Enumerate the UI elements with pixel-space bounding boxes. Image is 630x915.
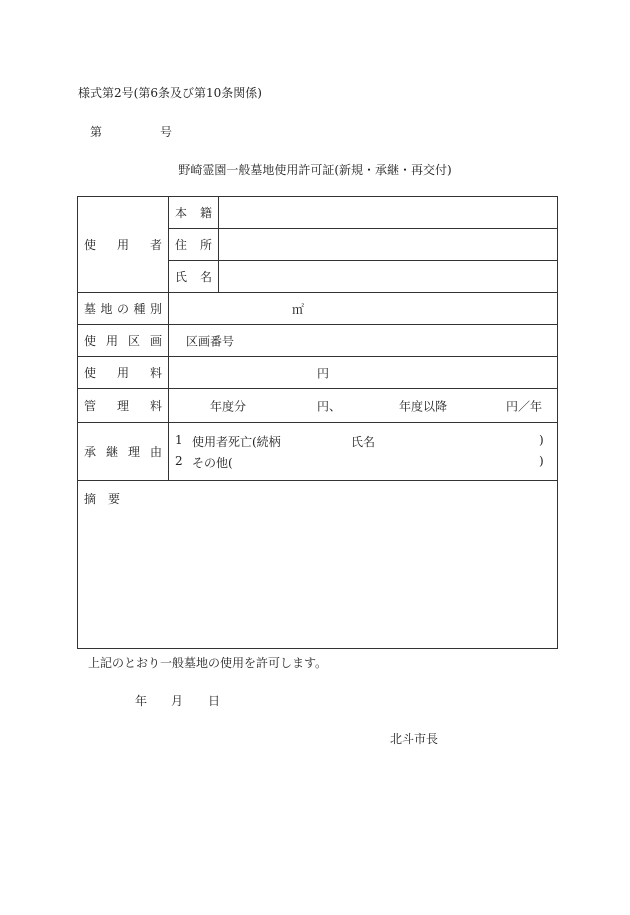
reason-2-close-paren: ) (539, 453, 544, 468)
plot-section-row (78, 325, 558, 357)
succession-label-cell (78, 423, 169, 481)
plot-type-row (78, 293, 558, 325)
document-title: 野崎霊園一般墓地使用許可証(新規・承継・再交付) (178, 163, 452, 177)
management-fee-label-cell (78, 389, 169, 423)
yen-per-year-label: 円／年 (506, 399, 543, 413)
reason-2-text: その他( (192, 455, 233, 470)
domicile-label: 本 籍 (175, 206, 212, 220)
date-month-label: 月 (171, 694, 184, 708)
management-fee-field[interactable] (169, 389, 558, 423)
remarks-field[interactable] (78, 481, 558, 649)
plot-type-field[interactable] (169, 293, 558, 325)
yen-unit: 円 (317, 366, 330, 380)
usage-fee-field[interactable] (169, 357, 558, 389)
succession-field[interactable] (169, 423, 558, 481)
reason-1-number: 1 (175, 432, 183, 447)
succession-reason-1 (169, 431, 557, 452)
reason-1-name-label: 氏名 (351, 434, 376, 449)
name-label: 氏 名 (175, 270, 212, 284)
plot-section-field[interactable] (169, 325, 558, 357)
plot-section-label: 使用区画 (84, 334, 162, 348)
domicile-label-cell (169, 197, 219, 229)
document-number-label: 第 (90, 125, 103, 139)
succession-reason-2 (169, 452, 557, 473)
usage-fee-row (78, 357, 558, 389)
user-label-cell (78, 197, 169, 293)
reason-2-number: 2 (175, 453, 183, 468)
plot-type-label-cell (78, 293, 169, 325)
usage-fee-label: 使用料 (84, 366, 162, 380)
name-label-cell (169, 261, 219, 293)
usage-fee-label-cell (78, 357, 169, 389)
fiscal-year-label: 年度分 (210, 399, 247, 413)
succession-row (78, 423, 558, 481)
name-field[interactable] (219, 261, 558, 293)
remarks-row (78, 481, 558, 649)
plot-section-label-cell (78, 325, 169, 357)
management-fee-label: 管理料 (84, 399, 162, 413)
permit-form-table (77, 196, 558, 649)
date-day-label: 日 (208, 694, 221, 708)
address-field[interactable] (219, 229, 558, 261)
yen-comma-label: 円、 (317, 399, 342, 413)
plot-type-label: 墓地の種別 (84, 302, 162, 316)
reason-1-text: 使用者死亡(続柄 (192, 434, 281, 449)
date-year-label: 年 (135, 694, 148, 708)
user-label: 使 用 者 (84, 238, 162, 252)
reason-1-close-paren: ) (539, 432, 544, 447)
succession-label: 承継理由 (84, 445, 162, 459)
remarks-label: 摘 要 (84, 492, 121, 506)
issuer-mayor: 北斗市長 (390, 732, 439, 746)
user-domicile-row (78, 197, 558, 229)
square-meter-unit: ㎡ (292, 302, 305, 316)
form-number: 様式第2号(第6条及び第10条関係) (78, 86, 262, 100)
address-label-cell (169, 229, 219, 261)
plot-number-label: 区画番号 (186, 334, 235, 348)
management-fee-row (78, 389, 558, 423)
since-year-label: 年度以降 (399, 399, 448, 413)
domicile-field[interactable] (219, 197, 558, 229)
document-number-suffix: 号 (160, 125, 173, 139)
address-label: 住 所 (175, 238, 212, 252)
permission-statement: 上記のとおり一般墓地の使用を許可します。 (88, 656, 328, 670)
